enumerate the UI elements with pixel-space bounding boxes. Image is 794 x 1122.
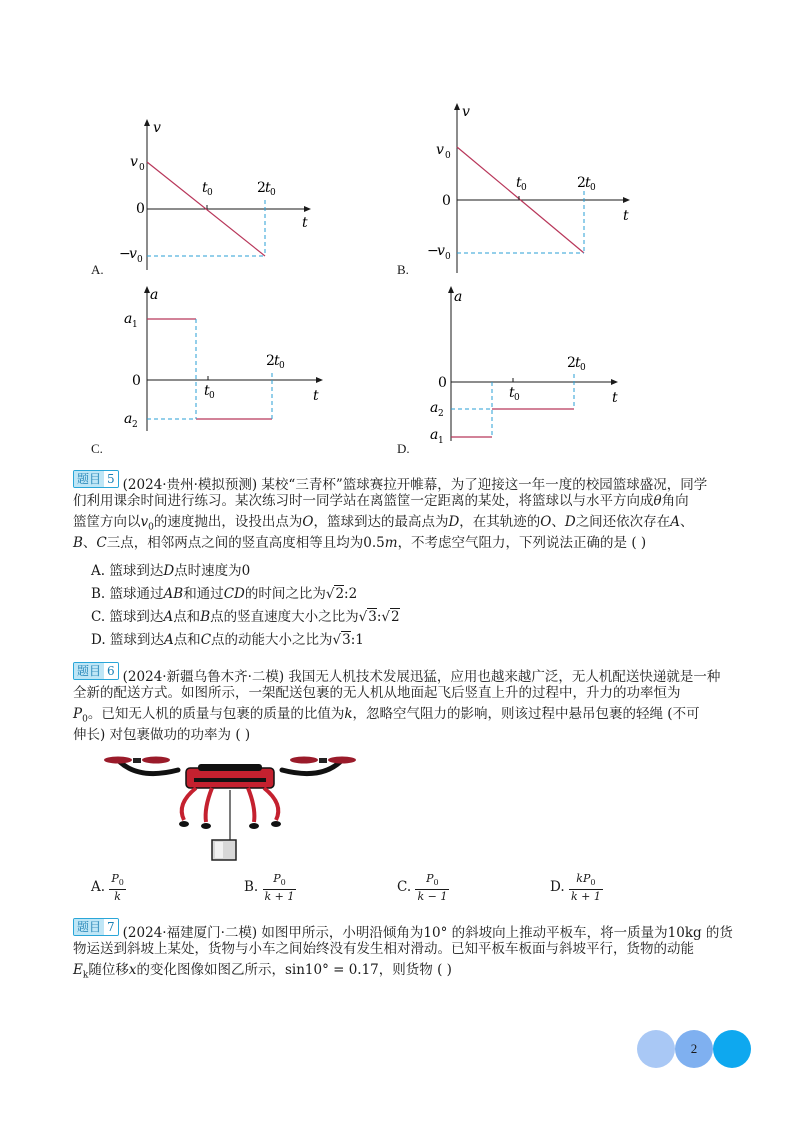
svg-text:t: t [274, 353, 280, 369]
propeller-right-1 [290, 757, 318, 764]
t0-label: t [204, 383, 210, 399]
option-d-label: D. [397, 441, 410, 456]
2t0-label: 2 [577, 175, 586, 191]
svg-text:0: 0 [209, 391, 215, 401]
question-6: 题目 6 (2024·新疆乌鲁木齐·二模) 我国无人机技术发展迅猛，应用也越来越广泛，无人机配送快递就是一种 全新的配送方式。如图所示，一架配送包裹的无人机从地面起飞后竖直上升的过程中，升力的功率恒为 $P_0$。已知无人机的质量与包裹的质量的比值为k，忽略空气阻力的影响，则该过程中悬吊包裹的轻绳 (不可 伸长) 对包裹做功的功率为 ( ) [73, 664, 721, 743]
q5-choice-a[interactable]: A. 篮球到达D点时速度为0 [91, 563, 251, 579]
svg-text:0: 0 [514, 393, 520, 403]
t-axis-label: t [623, 208, 629, 224]
t0-label: t [516, 175, 522, 191]
t-axis-label: t [612, 390, 618, 406]
question-5: 题目 5 (2024·贵州·模拟预测) 某校“三青杯”篮球赛拉开帷幕，为了迎接这一年一度的校园篮球盛况，同学 们利用课余时间进行练习。某次练习时一同学站在离篮筐一定距离的某处，将篮球以与水平方向成θ角向 篮筐方向以$v_0$的速度抛出，设投出点为O，篮球到达的最高点为D，在其轨迹的O、D之间还依次存在A、 B、C三点，相邻两点之间的竖直高度相等且均为0.5m，不考虑空气阻力，下列说法正确的是 ( ) [73, 472, 708, 551]
a2-label: a [430, 400, 439, 416]
graph-c [115, 283, 335, 433]
svg-text:v: v [437, 243, 445, 259]
neg-v0-label: − [119, 246, 131, 262]
question-7: 题目 7 (2024·福建厦门·二模) 如图甲所示，小明沿倾角为10° 的斜坡向上推动平板车，将一质量为10kg 的货 物运送到斜坡上某处，货物与小车之间始终没有发生相对滑动。已知平板车板面与斜坡平行，货物的动能 $E_k$随位移x的变化图像如图乙所示，sin10° = 0.17，则货物 ( ) [73, 920, 733, 981]
graph-a [90, 110, 330, 280]
svg-text:0: 0 [137, 255, 143, 265]
origin-label: 0 [132, 373, 141, 389]
2t0-label: 2 [266, 353, 275, 369]
q6-choice-a[interactable]: A. $\frac{P_0}{k}$ [91, 872, 124, 904]
graph-b [395, 98, 645, 278]
v0-label: v [436, 142, 444, 158]
origin-label: 0 [442, 193, 451, 209]
a-axis-label: a [454, 289, 463, 305]
svg-text:0: 0 [445, 151, 451, 161]
svg-text:v: v [129, 246, 137, 262]
a1-label: a [430, 427, 439, 443]
question-tag: 题目 7 [73, 918, 119, 936]
origin-label: 0 [438, 375, 447, 391]
t0-label: t [509, 385, 515, 401]
svg-text:0: 0 [270, 188, 276, 198]
svg-text:2: 2 [132, 420, 138, 430]
a1-label: a [124, 311, 133, 327]
graph-d [420, 283, 630, 443]
t0-label: t [202, 180, 208, 196]
svg-text:0: 0 [445, 252, 451, 262]
svg-text:0: 0 [590, 183, 596, 193]
svg-text:1: 1 [438, 436, 444, 443]
option-b-label: B. [397, 262, 409, 277]
svg-text:2: 2 [438, 409, 444, 419]
svg-text:t: t [575, 355, 581, 371]
svg-text:0: 0 [279, 361, 285, 371]
option-a-label: A. [91, 262, 104, 277]
question-tag: 题目 5 [73, 470, 119, 488]
svg-text:0: 0 [580, 363, 586, 373]
option-c-label: C. [91, 441, 103, 456]
2t0-label: 2 [567, 355, 576, 371]
v-axis-label: v [153, 120, 161, 136]
page-number-decoration [637, 1028, 752, 1068]
q6-choice-d[interactable]: D. $\frac{kP_0}{k + 1}$ [550, 872, 601, 904]
svg-text:1: 1 [132, 320, 138, 330]
page-number: 2 [690, 1041, 698, 1056]
svg-text:t: t [585, 175, 591, 191]
t-axis-label: t [302, 215, 308, 231]
q5-choice-b[interactable]: B. 篮球通过AB和通过CD的时间之比为√2:2 [91, 586, 358, 602]
propeller-left-2 [142, 757, 170, 764]
question-tag: 题目 6 [73, 662, 119, 680]
propeller-left-1 [104, 757, 132, 764]
a-axis-label: a [150, 287, 159, 303]
svg-text:0: 0 [521, 183, 527, 193]
q6-choice-c[interactable]: C. $\frac{P_0}{k - 1}$ [397, 872, 448, 904]
neg-v0-label: − [427, 243, 439, 259]
v0-label: v [130, 154, 138, 170]
origin-label: 0 [136, 201, 145, 217]
svg-text:0: 0 [139, 163, 145, 173]
2t0-label: 2 [257, 180, 266, 196]
svg-text:t: t [265, 180, 271, 196]
propeller-right-2 [328, 757, 356, 764]
q5-choice-d[interactable]: D. 篮球到达A点和C点的动能大小之比为√3:1 [91, 632, 364, 648]
a2-label: a [124, 411, 133, 427]
t-axis-label: t [313, 388, 319, 404]
q5-choice-c[interactable]: C. 篮球到达A点和B点的竖直速度大小之比为√3:√2 [91, 609, 400, 625]
q6-choice-b[interactable]: B. $\frac{P_0}{k + 1}$ [244, 872, 295, 904]
drone-illustration [100, 752, 360, 862]
svg-text:0: 0 [207, 188, 213, 198]
v-axis-label: v [462, 104, 470, 120]
